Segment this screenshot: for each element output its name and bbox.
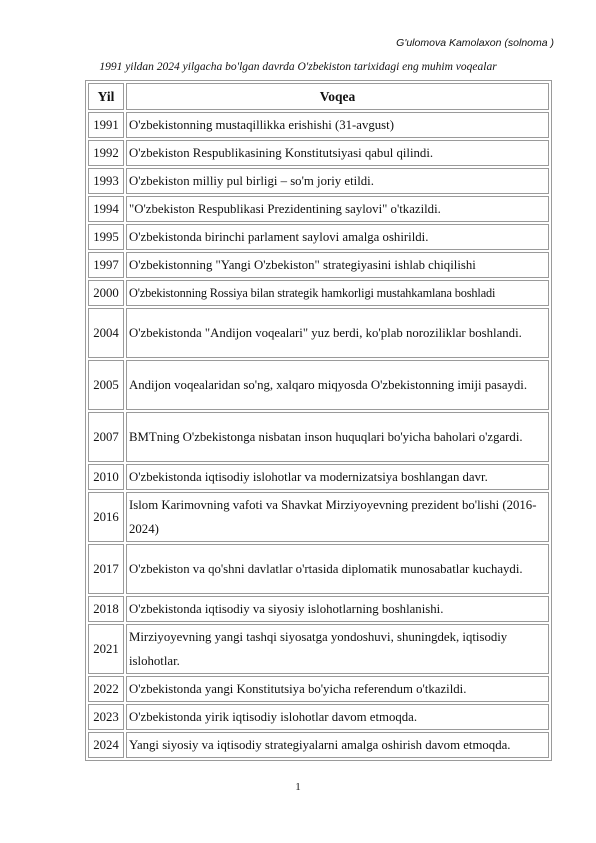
year-cell: 1994: [88, 196, 124, 222]
year-cell: 2016: [88, 492, 124, 542]
table-row: [88, 464, 549, 490]
table-row: [88, 732, 549, 758]
year-cell: 1991: [88, 112, 124, 138]
event-cell: O'zbekiston va qo'shni davlatlar o'rtasida diplomatik munosabatlar kuchaydi.: [126, 544, 549, 594]
event-cell: O'zbekistonda iqtisodiy islohotlar va modernizatsiya boshlangan davr.: [126, 464, 549, 490]
year-cell: 1997: [88, 252, 124, 278]
year-cell: 2021: [88, 624, 124, 674]
table-row: [88, 168, 549, 194]
table-row: [88, 140, 549, 166]
event-cell: O'zbekistonda iqtisodiy va siyosiy islohotlarning boshlanishi.: [126, 596, 549, 622]
year-cell: 2007: [88, 412, 124, 462]
event-cell: Islom Karimovning vafoti va Shavkat Mirziyoyevning prezident bo'lishi (2016-2024): [126, 492, 549, 542]
table-row: [88, 224, 549, 250]
table-row: [88, 308, 549, 358]
event-cell: BMTning O'zbekistonga nisbatan inson huquqlari bo'yicha baholari o'zgardi.: [126, 412, 549, 462]
year-cell: 2024: [88, 732, 124, 758]
year-cell: 2017: [88, 544, 124, 594]
table-row: [88, 676, 549, 702]
table-row: [88, 360, 549, 410]
year-cell: 1993: [88, 168, 124, 194]
table-row: [88, 704, 549, 730]
event-cell: O'zbekistonning Rossiya bilan strategik hamkorligi mustahkamlana boshladi: [126, 280, 549, 306]
page-header-author: G'ulomova Kamolaxon (solnoma ): [396, 37, 554, 49]
table-row: [88, 196, 549, 222]
event-cell: Andijon voqealaridan so'ng, xalqaro miqyosda O'zbekistonning imiji pasaydi.: [126, 360, 549, 410]
year-cell: 2010: [88, 464, 124, 490]
year-cell: 2000: [88, 280, 124, 306]
table-row: [88, 492, 549, 542]
year-cell: 2023: [88, 704, 124, 730]
table-row: [88, 544, 549, 594]
table-row: [88, 280, 549, 306]
event-cell: O'zbekistonning mustaqillikka erishishi (31-avgust): [126, 112, 549, 138]
event-cell: O'zbekistonda yirik iqtisodiy islohotlar davom etmoqda.: [126, 704, 549, 730]
event-cell: Mirziyoyevning yangi tashqi siyosatga yondoshuvi, shuningdek, iqtisodiy islohotlar.: [126, 624, 549, 674]
event-cell: O'zbekiston Respublikasining Konstitutsiyasi qabul qilindi.: [126, 140, 549, 166]
year-cell: 2022: [88, 676, 124, 702]
document-title: 1991 yildan 2024 yilgacha bo'lgan davrda O'zbekiston tarixidagi eng muhim voqealar: [99, 61, 497, 73]
page-number: 1: [295, 781, 301, 793]
table-row: [88, 252, 549, 278]
event-cell: "O'zbekiston Respublikasi Prezidentining saylovi" o'tkazildi.: [126, 196, 549, 222]
event-cell: O'zbekistonda "Andijon voqealari" yuz berdi, ko'plab noroziliklar boshlandi.: [126, 308, 549, 358]
year-cell: 2005: [88, 360, 124, 410]
year-cell: 1995: [88, 224, 124, 250]
column-header-event: Voqea: [126, 83, 549, 110]
event-cell: Yangi siyosiy va iqtisodiy strategiyalarni amalga oshirish davom etmoqda.: [126, 732, 549, 758]
table-row: [88, 412, 549, 462]
table-row: [88, 112, 549, 138]
table-header-row: [88, 83, 549, 110]
table-row: [88, 596, 549, 622]
event-cell: O'zbekistonning "Yangi O'zbekiston" strategiyasini ishlab chiqilishi: [126, 252, 549, 278]
column-header-year: Yil: [88, 83, 124, 110]
table-row: [88, 624, 549, 674]
event-cell: O'zbekistonda yangi Konstitutsiya bo'yicha referendum o'tkazildi.: [126, 676, 549, 702]
events-table: [85, 80, 552, 761]
year-cell: 2018: [88, 596, 124, 622]
event-cell: O'zbekiston milliy pul birligi – so'm joriy etildi.: [126, 168, 549, 194]
year-cell: 1992: [88, 140, 124, 166]
event-cell: O'zbekistonda birinchi parlament saylovi amalga oshirildi.: [126, 224, 549, 250]
year-cell: 2004: [88, 308, 124, 358]
